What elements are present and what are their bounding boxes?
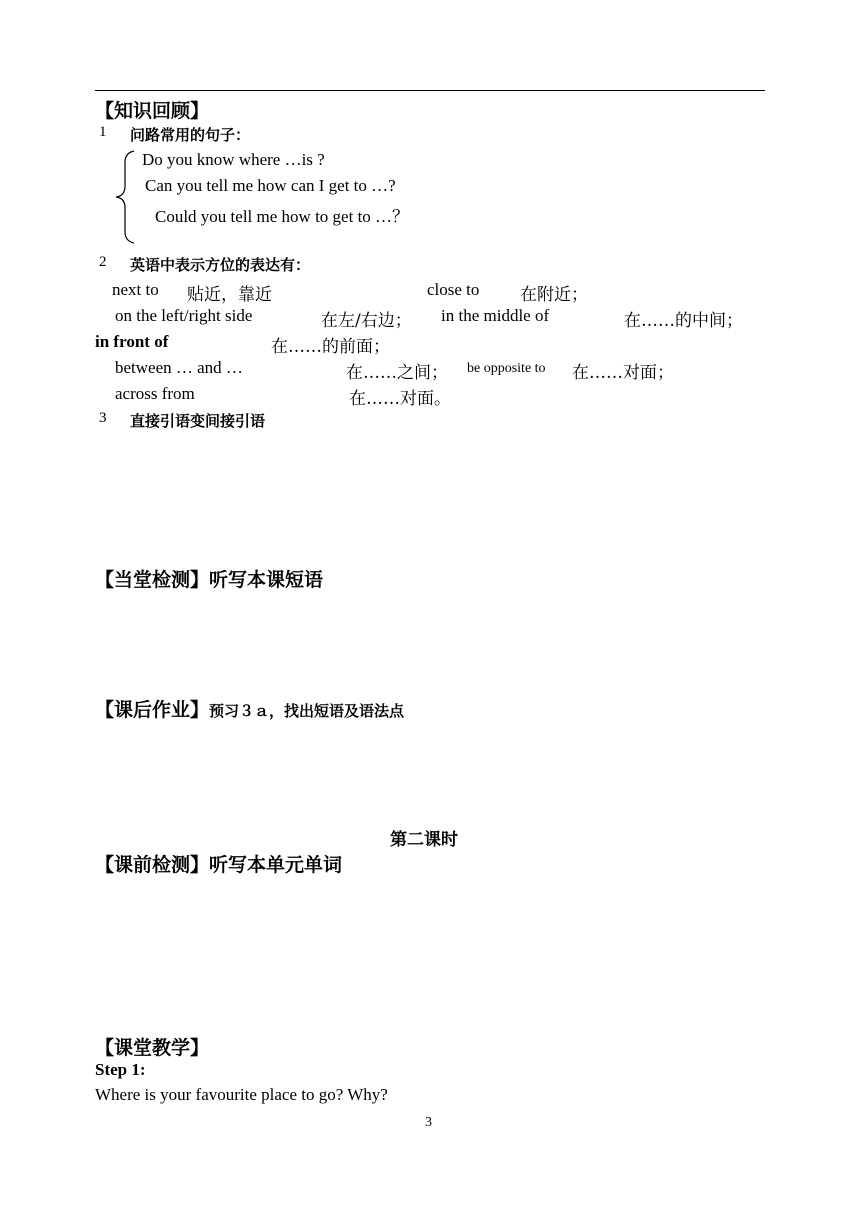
header-rule <box>95 90 765 91</box>
item1-number: 1 <box>99 124 107 140</box>
step1-label: Step 1: <box>95 1060 146 1079</box>
between-en: between … and … <box>115 358 243 377</box>
left-right-en: on the left/right side <box>115 306 253 325</box>
item1-title: 问路常用的句子： <box>130 126 251 144</box>
question-3: Could you tell me how to get to …？ <box>155 207 410 226</box>
curly-brace-icon <box>114 150 140 244</box>
close-to-en: close to <box>427 280 480 299</box>
homework-line <box>95 695 404 722</box>
across-cn: 在……对面。 <box>349 389 451 409</box>
question-2: Can you tell me how can I get to …? <box>145 176 396 195</box>
front-en: in front of <box>95 332 169 351</box>
opposite-en: be opposite to <box>467 361 546 376</box>
page-number: 3 <box>425 1115 432 1130</box>
check-heading: 【当堂检测】听写本课短语 <box>95 569 324 591</box>
middle-cn: 在……的中间； <box>624 311 743 331</box>
review-heading: 【知识回顾】 <box>95 100 210 122</box>
front-cn: 在……的前面； <box>271 337 390 357</box>
question-1: Do you know where …is ? <box>142 150 325 169</box>
homework-heading: 【课后作业】 <box>95 699 210 721</box>
item3-title: 直接引语变间接引语 <box>130 412 266 430</box>
item2-number: 2 <box>99 254 107 270</box>
opposite-cn: 在……对面； <box>572 363 674 383</box>
homework-text: 预习３ａ，找出短语及语法点 <box>209 702 405 720</box>
lesson2-title: 第二课时 <box>390 830 458 850</box>
class-heading: 【课堂教学】 <box>95 1037 210 1059</box>
between-cn: 在……之间； <box>346 363 448 383</box>
step1-question: Where is your favourite place to go? Why? <box>95 1085 388 1104</box>
item2-title: 英语中表示方位的表达有： <box>130 256 311 274</box>
item3-number: 3 <box>99 410 107 426</box>
precheck-heading: 【课前检测】听写本单元单词 <box>95 854 343 876</box>
close-to-cn: 在附近； <box>520 285 588 305</box>
next-to-en: next to <box>112 280 159 299</box>
middle-en: in the middle of <box>441 306 550 325</box>
left-right-cn: 在左/右边； <box>321 311 412 331</box>
next-to-cn: 贴近，靠近 <box>187 285 272 305</box>
across-en: across from <box>115 384 195 403</box>
